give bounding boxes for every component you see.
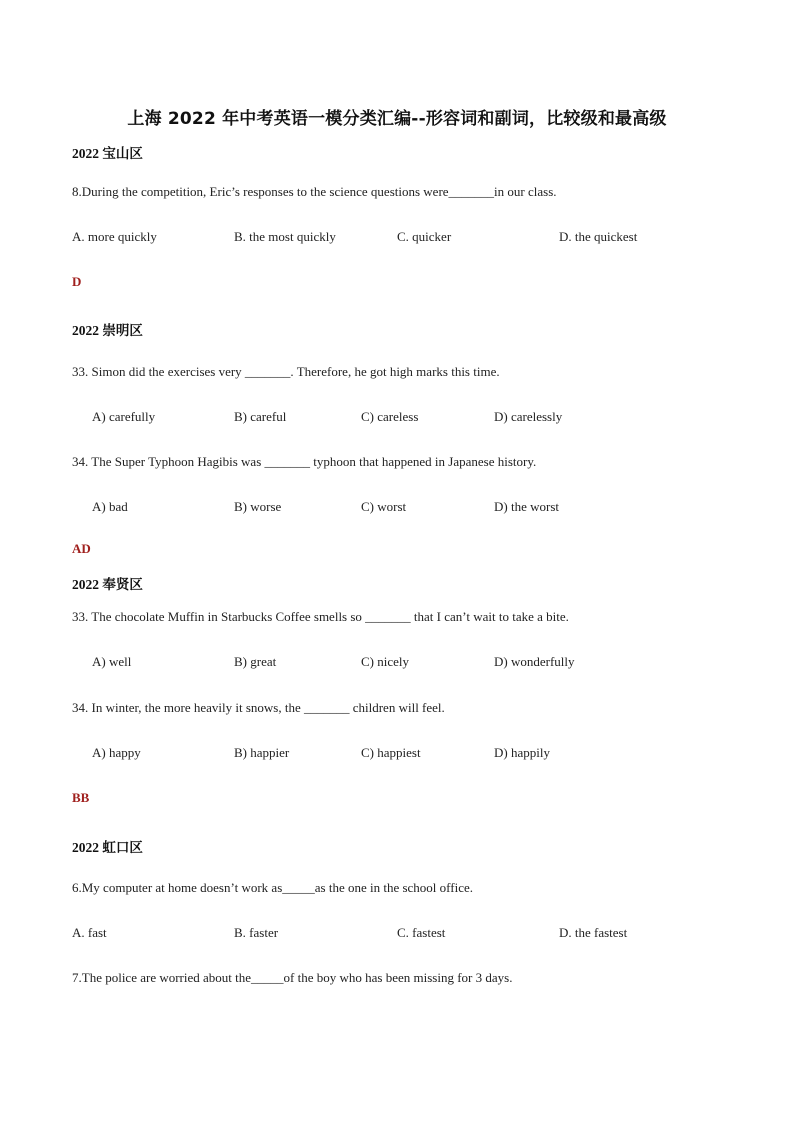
option-d: D) happily	[494, 745, 550, 760]
option-b: B) great	[234, 654, 277, 669]
option-d: D. the fastest	[559, 925, 628, 940]
option-a: A) bad	[92, 499, 128, 514]
option-c: C) careless	[361, 409, 419, 424]
answer-key: BB	[72, 790, 90, 805]
district-heading: 2022 宝山区	[72, 146, 143, 161]
option-c: C) happiest	[361, 745, 421, 760]
option-b: B) worse	[234, 499, 282, 514]
question-text: 34. The Super Typhoon Hagibis was _______ typhoon that happened in Japanese history.	[72, 454, 537, 469]
option-d: D) the worst	[494, 499, 559, 514]
document-title: 上海 2022 年中考英语一模分类汇编--形容词和副词，比较级和最高级	[127, 109, 667, 129]
district-heading: 2022 奉贤区	[72, 577, 143, 592]
option-a: A. fast	[72, 925, 107, 940]
option-c: C. quicker	[397, 229, 452, 244]
option-c: C) worst	[361, 499, 407, 514]
option-d: D) wonderfully	[494, 654, 575, 669]
question-text: 34. In winter, the more heavily it snows, the _______ children will feel.	[72, 700, 445, 715]
option-b: B. faster	[234, 925, 279, 940]
question-text: 7.The police are worried about the_____of the boy who has been missing for 3 days.	[72, 970, 513, 985]
option-d: D) carelessly	[494, 409, 563, 424]
option-b: B. the most quickly	[234, 229, 336, 244]
option-a: A) happy	[92, 745, 141, 760]
option-c: C) nicely	[361, 654, 410, 669]
option-a: A) well	[92, 654, 132, 669]
question-text: 33. The chocolate Muffin in Starbucks Coffee smells so _______ that I can’t wait to take a bite.	[72, 609, 569, 624]
option-c: C. fastest	[397, 925, 446, 940]
question-text: 6.My computer at home doesn’t work as_____as the one in the school office.	[72, 880, 473, 895]
option-b: B) careful	[234, 409, 287, 424]
option-a: A. more quickly	[72, 229, 157, 244]
district-heading: 2022 虹口区	[72, 840, 143, 855]
answer-key: D	[72, 274, 82, 289]
option-a: A) carefully	[92, 409, 156, 424]
option-b: B) happier	[234, 745, 290, 760]
question-text: 33. Simon did the exercises very _______. Therefore, he got high marks this time.	[72, 364, 500, 379]
district-heading: 2022 崇明区	[72, 323, 143, 338]
question-text: 8.During the competition, Eric’s responses to the science questions were_______in our class.	[72, 184, 557, 199]
answer-key: AD	[72, 541, 91, 556]
option-d: D. the quickest	[559, 229, 638, 244]
